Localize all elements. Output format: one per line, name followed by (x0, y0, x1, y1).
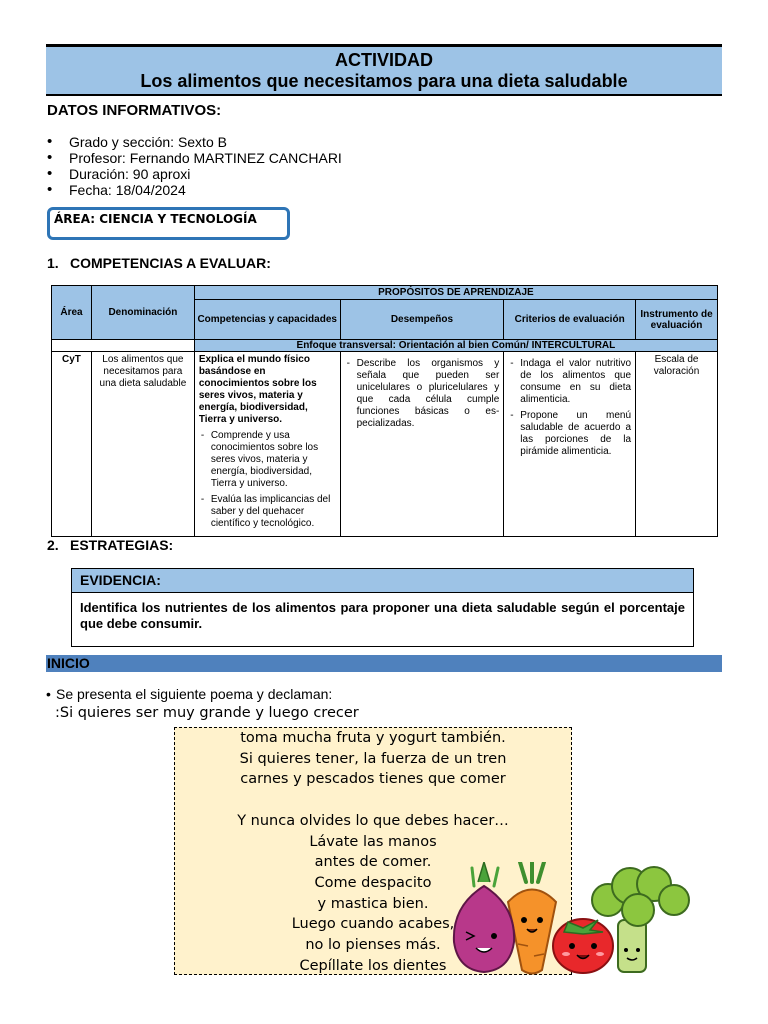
activity-label: ACTIVIDAD (335, 50, 433, 70)
competencias-table (51, 285, 718, 537)
poem-line: Cepíllate los dientes (299, 957, 447, 974)
th-instrumento: Instrumento de evaluación (636, 300, 718, 340)
section1-number: 1. (47, 255, 59, 271)
cell-competencias (194, 352, 340, 537)
capacidades-list (199, 430, 336, 530)
datos-heading: DATOS INFORMATIVOS: (47, 102, 222, 119)
section1-title: COMPETENCIAS A EVALUAR: (70, 255, 271, 271)
activity-title-box (46, 44, 722, 96)
criterio-item: - Propone un menú saludable de acuerdo a las porciones de la pirámide alimenticia. (508, 410, 631, 458)
poem-line: carnes y pescados tienes que comer (240, 771, 506, 788)
poem-line: Come despacito (314, 874, 432, 891)
criterios-list (508, 358, 631, 458)
section2-number: 2. (47, 537, 59, 553)
datos-item-profesor: • Profesor: Fernando MARTINEZ CANCHARI (47, 150, 342, 166)
datos-item-grado: • Grado y sección: Sexto B (47, 134, 342, 150)
poem-line: Lávate las manos (309, 833, 437, 850)
section2-heading (47, 537, 173, 553)
poem-line: toma mucha fruta y yogurt también. (240, 730, 506, 746)
th-empty (52, 340, 195, 352)
evidencia-heading: EVIDENCIA: (72, 569, 693, 593)
poem-line: Si quieres tener, la fuerza de un tren (239, 750, 507, 767)
cell-area: CyT (52, 352, 92, 537)
cell-denominacion: Los alimentos que necesitamos para una dieta saludable (91, 352, 194, 537)
datos-list (47, 134, 342, 198)
poem-line: Luego cuando acabes, (291, 916, 455, 933)
poem-line: Y nunca olvides lo que debes hacer… (237, 812, 509, 829)
bullet-icon: • (46, 686, 51, 702)
activity-title: Los alimentos que necesitamos para una dieta saludable (140, 71, 628, 91)
th-criterios: Criterios de evaluación (504, 300, 636, 340)
th-enfoque: Enfoque transversal: Orientación al bien Común/ INTERCULTURAL (194, 340, 717, 352)
onion-icon (454, 862, 514, 972)
area-label: ÁREA: CIENCIA Y TECNOLOGÍA (47, 207, 290, 240)
evidencia-box (71, 568, 694, 647)
tomato-icon (553, 919, 613, 973)
datos-item-fecha: • Fecha: 18/04/2024 (47, 182, 342, 198)
cell-criterios (504, 352, 636, 537)
section1-heading (47, 255, 271, 271)
criterio-item: - Indaga el valor nutritivo de los alimentos que consume en su dieta alimenticia. (508, 358, 631, 406)
carrot-icon (508, 862, 556, 974)
desempeno-item: - Describe los organismos y señala que pueden ser unicelulares o pluricelulares y que cada célula cumple funciones básicas o es-pecializadas. (345, 358, 500, 430)
poem-line: antes de comer. (314, 854, 432, 871)
cell-desempenos (340, 352, 504, 537)
evidencia-text: Identifica los nutrientes de los alimentos para proponer una dieta saludable según el porcentaje que debe consumir. (80, 600, 685, 631)
intro-text: Se presenta el siguiente poema y declaman: (56, 686, 333, 702)
poem-line: y mastica bien. (317, 895, 429, 912)
stanza-gap (175, 790, 571, 811)
cell-instrumento: Escala de valoración (636, 352, 718, 537)
intro-line (46, 686, 332, 702)
datos-item-duracion: • Duración: 90 aproxi (47, 166, 342, 182)
th-denominacion: Denominación (91, 286, 194, 340)
th-propositos: PROPÓSITOS DE APRENDIZAJE (194, 286, 717, 300)
poem-line: no lo pienses más. (305, 937, 441, 954)
section2-title: ESTRATEGIAS: (70, 537, 174, 553)
capacidad-item: - Evalúa las implicancias del saber y del quehacer científico y tecnológico. (199, 494, 336, 530)
th-competencias: Competencias y capacidades (194, 300, 340, 340)
capacidad-item: - Comprende y usa conocimientos sobre los seres vivos, materia y energía, biodiversidad, Tierra y universo. (199, 430, 336, 490)
th-area: Área (52, 286, 92, 340)
th-desempenos: Desempeños (340, 300, 504, 340)
vegetables-illustration (448, 862, 698, 977)
poem-first-line: :Si quieres ser muy grande y luego crecer (55, 705, 359, 721)
inicio-heading: INICIO (46, 655, 722, 672)
competencia-title: Explica el mundo físico basándose en conocimientos sobre los seres vivos, materia y energía, biodiversidad, Tierra y universo. (198, 354, 317, 425)
desempenos-list (345, 358, 500, 430)
